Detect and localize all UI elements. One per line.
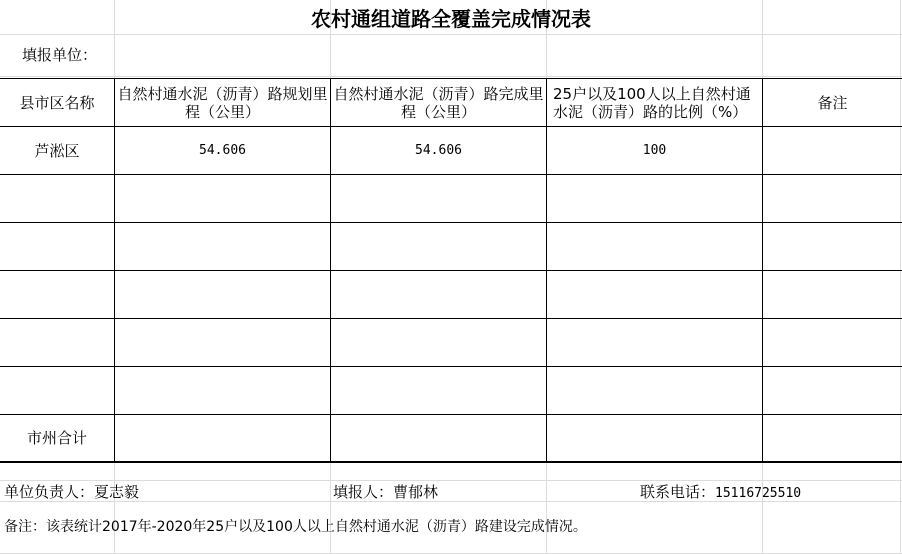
cell-completed: 54.606 — [415, 142, 462, 158]
filler-person: 填报人：曹郁林 — [333, 483, 439, 501]
total-planned — [115, 415, 330, 461]
cell-county — [0, 367, 114, 414]
header-county: 县市区名称 — [19, 93, 95, 112]
cell-remarks — [763, 127, 902, 174]
header-remarks: 备注 — [817, 93, 848, 112]
cell-county — [0, 175, 114, 222]
header-completed: 自然村通水泥（沥青）路完成里程（公里） — [333, 84, 544, 121]
page-title: 农村通组道路全覆盖完成情况表 — [311, 7, 591, 31]
cell-completed — [331, 319, 546, 366]
total-remarks — [763, 415, 902, 461]
cell-county — [0, 271, 114, 318]
header-planned: 自然村通水泥（沥青）路规划里程（公里） — [117, 84, 328, 121]
reporting-unit-label: 填报单位： — [22, 46, 98, 64]
cell-planned — [115, 223, 330, 270]
cell-ratio — [547, 367, 762, 414]
cell-completed — [331, 271, 546, 318]
cell-remarks — [763, 175, 902, 222]
cell-ratio — [547, 223, 762, 270]
total-label: 市州合计 — [26, 429, 87, 447]
total-ratio — [547, 415, 762, 461]
cell-planned — [115, 367, 330, 414]
cell-planned — [115, 175, 330, 222]
cell-county: 芦淞区 — [34, 141, 80, 160]
cell-ratio — [547, 319, 762, 366]
header-ratio: 25户以及100人以上自然村通水泥（沥青）路的比例（%） — [553, 84, 751, 121]
cell-remarks — [763, 367, 902, 414]
cell-ratio — [547, 271, 762, 318]
cell-remarks — [763, 319, 902, 366]
total-completed — [331, 415, 546, 461]
cell-completed — [331, 175, 546, 222]
cell-ratio: 100 — [642, 142, 667, 158]
cell-remarks — [763, 271, 902, 318]
cell-remarks — [763, 223, 902, 270]
cell-planned — [115, 319, 330, 366]
cell-planned: 54.606 — [199, 142, 246, 158]
responsible-person: 单位负责人：夏志毅 — [4, 483, 140, 501]
cell-completed — [331, 367, 546, 414]
phone-label: 联系电话： — [640, 483, 716, 501]
cell-completed — [331, 223, 546, 270]
cell-ratio — [547, 175, 762, 222]
cell-county — [0, 319, 114, 366]
cell-county — [0, 223, 114, 270]
phone-number: 15116725510 — [715, 486, 802, 501]
phone-field — [640, 482, 801, 504]
cell-planned — [115, 271, 330, 318]
footnote: 备注：该表统计2017年-2020年25户以及100人以上自然村通水泥（沥青）路建设完成情况。 — [4, 519, 587, 535]
